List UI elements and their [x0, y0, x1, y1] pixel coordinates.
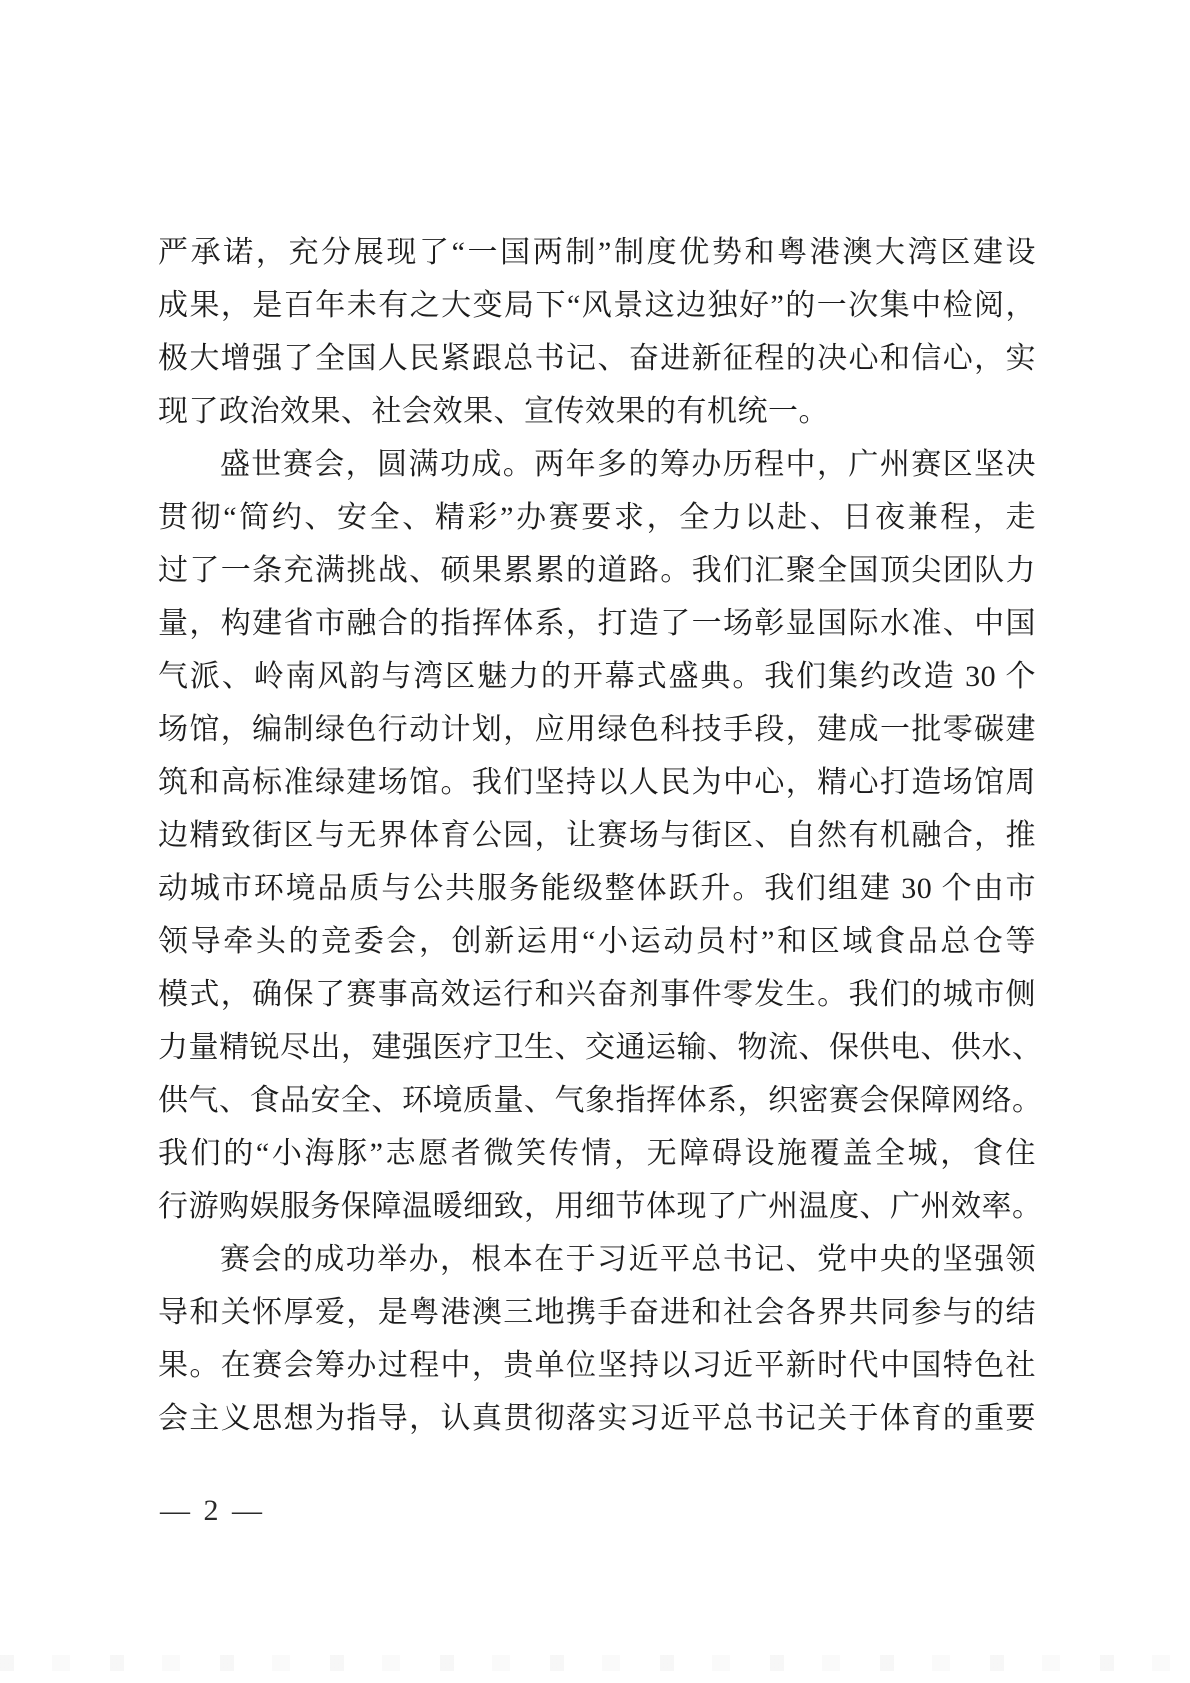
text-line: 领导牵头的竞委会，创新运用“小运动员村”和区域食品总仓等: [158, 925, 1036, 958]
text-line: 贯彻“简约、安全、精彩”办赛要求，全力以赴、日夜兼程，走: [158, 501, 1036, 534]
text-line: 极大增强了全国人民紧跟总书记、奋进新征程的决心和信心，实: [158, 342, 1036, 375]
text-line: 筑和高标准绿建场馆。我们坚持以人民为中心，精心打造场馆周: [158, 766, 1036, 799]
text-line: 动城市环境品质与公共服务能级整体跃升。我们组建 30 个由市: [158, 872, 1036, 905]
text-line: 严承诺，充分展现了“一国两制”制度优势和粤港澳大湾区建设: [158, 236, 1036, 269]
body-text-block: [158, 226, 1043, 1445]
text-line: 行游购娱服务保障温暖细致，用细节体现了广州温度、广州效率。: [158, 1190, 1043, 1223]
page-number: — 2 —: [160, 1494, 265, 1527]
text-line: 我们的“小海豚”志愿者微笑传情，无障碍设施覆盖全城，食住: [158, 1137, 1036, 1170]
text-line: 过了一条充满挑战、硕果累累的道路。我们汇聚全国顶尖团队力: [158, 554, 1036, 587]
text-line: 现了政治效果、社会效果、宣传效果的有机统一。: [158, 395, 829, 428]
text-line: 气派、岭南风韵与湾区魅力的开幕式盛典。我们集约改造 30 个: [158, 660, 1036, 693]
scan-artifact-band: [0, 1655, 1190, 1671]
text-line: 成果，是百年未有之大变局下“风景这边独好”的一次集中检阅，: [158, 289, 1036, 322]
text-line: 供气、食品安全、环境质量、气象指挥体系，织密赛会保障网络。: [158, 1084, 1043, 1117]
text-line: 边精致街区与无界体育公园，让赛场与街区、自然有机融合，推: [158, 819, 1036, 852]
text-line: 果。在赛会筹办过程中，贵单位坚持以习近平新时代中国特色社: [158, 1349, 1036, 1382]
text-line: 力量精锐尽出，建强医疗卫生、交通运输、物流、保供电、供水、: [158, 1031, 1043, 1064]
text-line: 会主义思想为指导，认真贯彻落实习近平总书记关于体育的重要: [158, 1402, 1036, 1435]
text-line: 量，构建省市融合的指挥体系，打造了一场彰显国际水准、中国: [158, 607, 1036, 640]
text-line: 模式，确保了赛事高效运行和兴奋剂事件零发生。我们的城市侧: [158, 978, 1036, 1011]
text-line: 场馆，编制绿色行动计划，应用绿色科技手段，建成一批零碳建: [158, 713, 1036, 746]
text-line: 盛世赛会，圆满功成。两年多的筹办历程中，广州赛区坚决: [220, 448, 1036, 481]
text-line: 赛会的成功举办，根本在于习近平总书记、党中央的坚强领: [220, 1243, 1036, 1276]
text-line: 导和关怀厚爱，是粤港澳三地携手奋进和社会各界共同参与的结: [158, 1296, 1036, 1329]
